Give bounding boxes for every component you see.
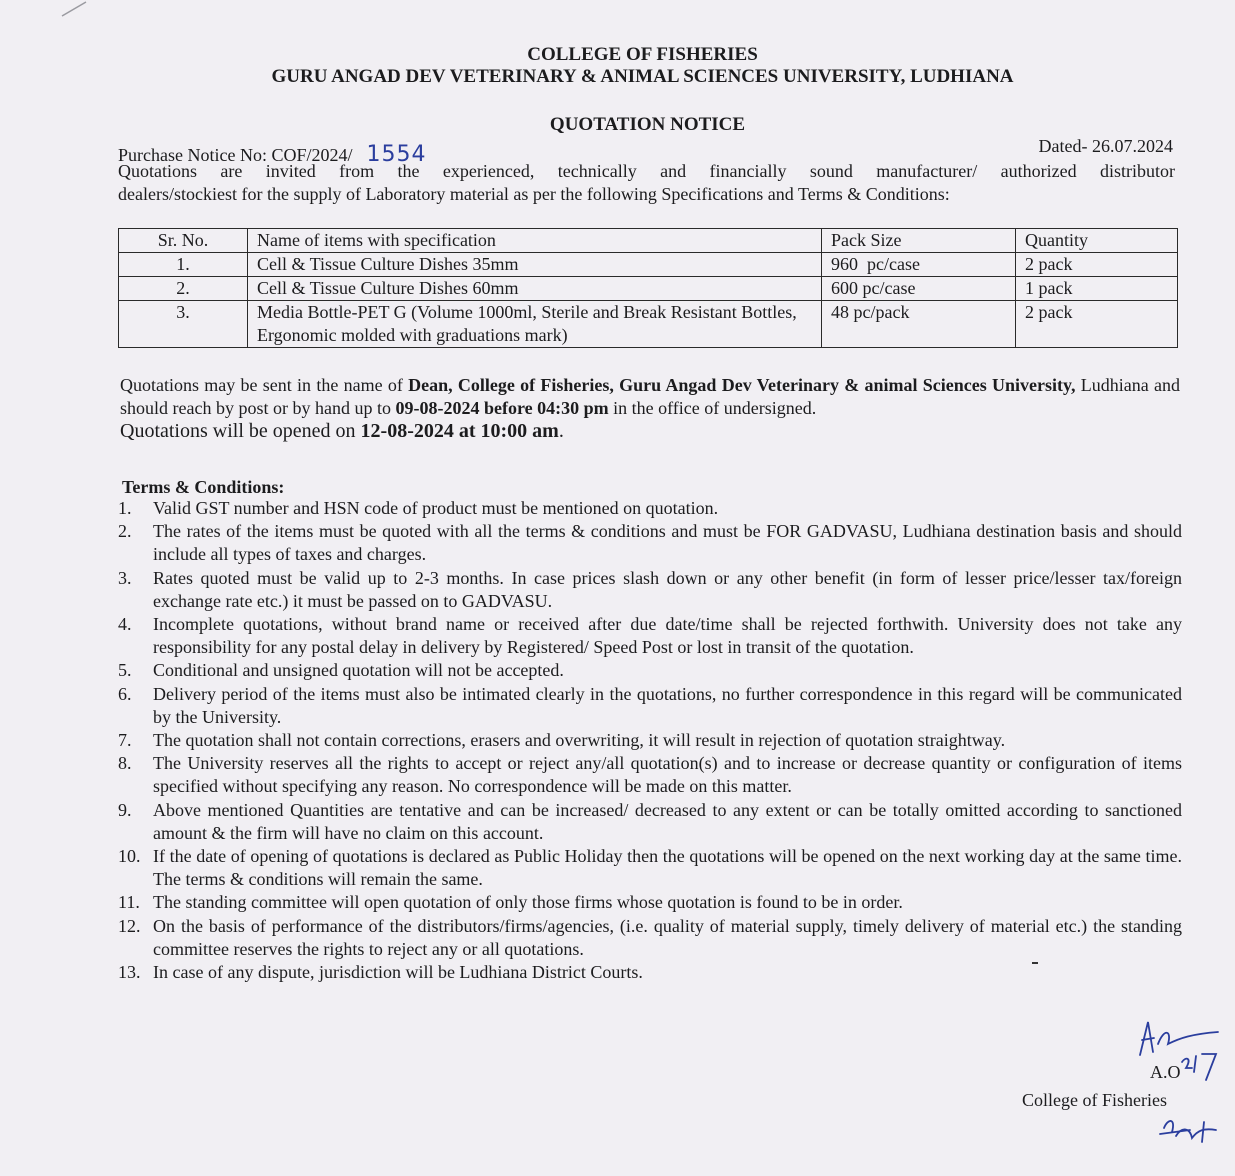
terms-list	[118, 497, 1182, 984]
opening-text-end: .	[558, 420, 564, 442]
row-quantity: 2 pack	[1016, 301, 1178, 348]
notice-title: QUOTATION NOTICE	[549, 114, 746, 135]
term-number: 8.	[118, 753, 132, 774]
submission-text-1: Quotations may be sent in the name of	[120, 375, 409, 395]
term-item	[118, 915, 1182, 961]
row-pack-size: 48 pc/pack	[822, 301, 1016, 348]
row-quantity: 2 pack	[1016, 253, 1178, 277]
term-text: In case of any dispute, jurisdiction will be Ludhiana District Courts.	[153, 962, 643, 983]
items-table	[118, 228, 1178, 348]
handwritten-notice-number: 1554	[366, 142, 427, 167]
term-number: 5.	[118, 660, 132, 681]
row-sr-no: 1.	[119, 253, 248, 277]
row-item-name: Cell & Tissue Culture Dishes 60mm	[248, 277, 822, 301]
term-item	[118, 520, 1182, 566]
term-text: On the basis of performance of the distributors/firms/agencies, (i.e. quality of material supply, timely delivery of material etc.) the standing committee reserves the rights to reject any or all quotations.	[153, 915, 1182, 959]
university-heading: GURU ANGAD DEV VETERINARY & ANIMAL SCIENCES UNIVERSITY, LUDHIANA	[271, 66, 1014, 87]
term-item	[118, 613, 1182, 659]
term-text: Valid GST number and HSN code of product must be mentioned on quotation.	[153, 498, 719, 518]
term-text: The rates of the items must be quoted with all the terms & conditions and must be FOR GADVASU, Ludhiana destination basis and should include all types of taxes and charges.	[153, 521, 1182, 565]
table-row	[119, 277, 1178, 301]
term-item	[118, 845, 1182, 891]
term-text: The University reserves all the rights to accept or reject any/all quotation(s) and to increase or decrease quantity or configuration of items specified without specifying any reason. No correspondence will be made on this matter.	[153, 753, 1182, 797]
term-number: 1.	[118, 498, 132, 518]
header-pack-size: Pack Size	[822, 229, 1016, 253]
term-number: 9.	[118, 799, 132, 820]
designation-ao: A.O	[1150, 1062, 1181, 1082]
intro-line-2: dealers/stockiest for the supply of Laboratory material as per the following Specifications and Terms & Conditions:	[118, 184, 950, 204]
table-row	[119, 301, 1178, 348]
term-number: 2.	[118, 521, 132, 542]
header-item-name: Name of items with specification	[248, 229, 822, 253]
term-text: Conditional and unsigned quotation will not be accepted.	[153, 660, 564, 681]
term-item	[118, 799, 1182, 845]
term-item	[118, 891, 1182, 914]
term-number: 6.	[118, 683, 132, 704]
corner-pen-mark	[60, 0, 90, 20]
opening-date: 12-08-2024 at 10:00 am	[360, 420, 559, 442]
table-header-row	[119, 229, 1178, 253]
intro-paragraph	[118, 160, 1175, 206]
submission-text-3: in the office of undersigned.	[608, 398, 817, 418]
term-text: The standing committee will open quotation of only those firms whose quotation is found to be in order.	[153, 892, 903, 913]
header-quantity: Quantity	[1016, 229, 1178, 253]
term-item	[118, 729, 1182, 752]
submission-deadline: 09-08-2024 before 04:30 pm	[395, 398, 609, 418]
intro-line-1: Quotations are invited from the experienced, technically and financially sound manufacturer/ authorized distributor	[118, 161, 1175, 181]
term-number: 11.	[118, 892, 140, 913]
term-number: 7.	[118, 730, 132, 751]
term-text: Delivery period of the items must also be intimated clearly in the quotations, no further correspondence in this regard will be communicated by the University.	[153, 683, 1182, 727]
term-text: Rates quoted must be valid up to 2-3 months. In case prices slash down or any other benefit (in form of lesser price/lesser tax/foreign exchange rate etc.) it must be passed on to GADVASU.	[153, 567, 1182, 611]
table-row	[119, 253, 1178, 277]
row-sr-no: 2.	[119, 277, 248, 301]
term-number: 13.	[118, 962, 141, 983]
term-item	[118, 752, 1182, 798]
row-item-name: Cell & Tissue Culture Dishes 35mm	[248, 253, 822, 277]
header-sr-no: Sr. No.	[119, 229, 248, 253]
term-item	[118, 567, 1182, 613]
row-sr-no: 3.	[119, 301, 248, 348]
college-heading: COLLEGE OF FISHERIES	[527, 44, 758, 65]
opening-text: Quotations will be opened on	[120, 420, 361, 442]
submission-paragraph	[120, 374, 1180, 443]
term-item	[118, 497, 1182, 520]
term-item	[118, 961, 1182, 984]
term-number: 10.	[118, 846, 141, 867]
term-text: The quotation shall not contain corrections, erasers and overwriting, it will result in rejection of quotation straightway.	[153, 730, 1006, 751]
row-pack-size: 600 pc/case	[822, 277, 1016, 301]
term-number: 12.	[118, 915, 141, 936]
notice-date: Dated- 26.07.2024	[1038, 136, 1173, 156]
row-quantity: 1 pack	[1016, 277, 1178, 301]
row-pack-size: 960 pc/case	[822, 253, 1016, 277]
term-item	[118, 659, 1182, 682]
term-text: Incomplete quotations, without brand name or received after due date/time shall be rejected forthwith. University does not take any responsibility for any postal delay in delivery by Registered/ Speed Post or lost in transit of the quotation.	[153, 614, 1182, 658]
row-item-name: Media Bottle-PET G (Volume 1000ml, Sterile and Break Resistant Bottles, Ergonomic molded with graduations mark)	[248, 301, 822, 348]
handwritten-signature	[1120, 1010, 1230, 1160]
terms-title: Terms & Conditions:	[122, 477, 285, 497]
term-number: 3.	[118, 567, 132, 588]
purchase-notice-label: Purchase Notice No: COF/2024/	[118, 145, 353, 165]
submission-text-2: Ludhiana and should reach by post or by hand up to	[120, 375, 1181, 418]
term-item	[118, 683, 1182, 729]
submission-addressee: Dean, College of Fisheries, Guru Angad Dev Veterinary & animal Sciences University,	[408, 375, 1076, 395]
term-text: If the date of opening of quotations is declared as Public Holiday then the quotations will be opened on the next working day at the same time. The terms & conditions will remain the same.	[153, 846, 1182, 890]
stray-mark	[1032, 962, 1038, 964]
term-number: 4.	[118, 614, 132, 635]
office-college-of-fisheries: College of Fisheries	[1022, 1090, 1167, 1110]
term-text: Above mentioned Quantities are tentative and can be increased/ decreased to any extent or can be totally omitted according to sanctioned amount & the firm will have no claim on this account.	[153, 799, 1182, 843]
